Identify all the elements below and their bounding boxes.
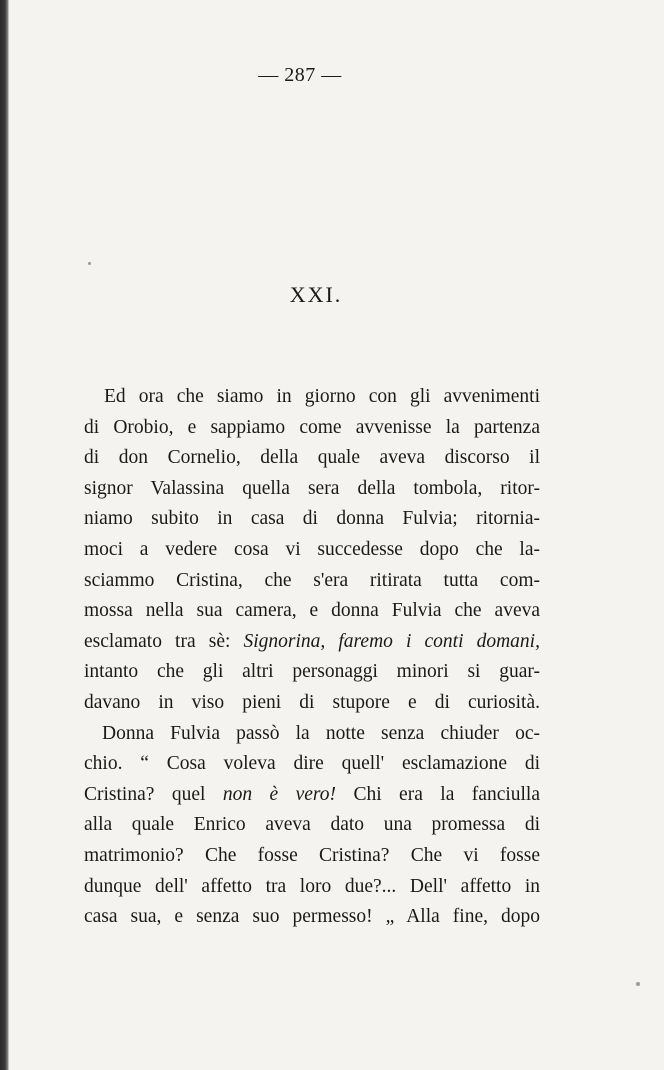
italic-quote: Signorina, faremo i conti domani, [243, 630, 540, 652]
text-line: signor Valassina quella sera della tombola, ritor- [84, 477, 540, 499]
chapter-heading: XXI. [289, 282, 343, 307]
text-line: niamo subito in casa di donna Fulvia; ritornia- [84, 508, 540, 530]
page-number: — 287 — [258, 64, 342, 86]
text-line: di Orobio, e sappiamo come avvenisse la partenza [84, 416, 540, 438]
text-line [84, 780, 540, 811]
text-line: casa sua, e senza suo permesso! „ Alla fine, dopo [84, 906, 540, 928]
text-line: alla quale Enrico aveva dato una promessa di [84, 814, 540, 836]
body-text [84, 382, 540, 933]
text-line: Donna Fulvia passò la notte senza chiuder oc- [102, 722, 540, 744]
text-line: sciammo Cristina, che s'era ritirata tutta com- [84, 569, 540, 591]
paper-speck [636, 982, 640, 986]
text-line [84, 627, 540, 658]
text-line: Ed ora che siamo in giorno con gli avvenimenti [104, 386, 540, 407]
text-line: moci a vedere cosa vi succedesse dopo che la- [84, 538, 540, 560]
text-line: dunque dell' affetto tra loro due?... Dell' affetto in [84, 875, 540, 897]
text-line: di don Cornelio, della quale aveva discorso il [84, 447, 540, 469]
text-line-roman: Cristina? quel [84, 783, 223, 805]
text-line: mossa nella sua camera, e donna Fulvia che aveva [84, 600, 540, 622]
text-line: davano in viso pieni di stupore e di curiosità. [84, 691, 540, 713]
italic-quote: non è vero! [222, 783, 337, 805]
text-line: intanto che gli altri personaggi minori si guar- [84, 661, 540, 683]
text-line: matrimonio? Che fosse Cristina? Che vi fosse [84, 844, 540, 866]
paper-speck [88, 262, 91, 265]
text-line-roman: Chi era la fanciulla [336, 783, 541, 805]
text-line: chio. “ Cosa voleva dire quell' esclamazione di [84, 753, 540, 775]
text-line-roman: esclamato tra sè: [84, 630, 244, 652]
book-spine-shadow [0, 0, 9, 1070]
